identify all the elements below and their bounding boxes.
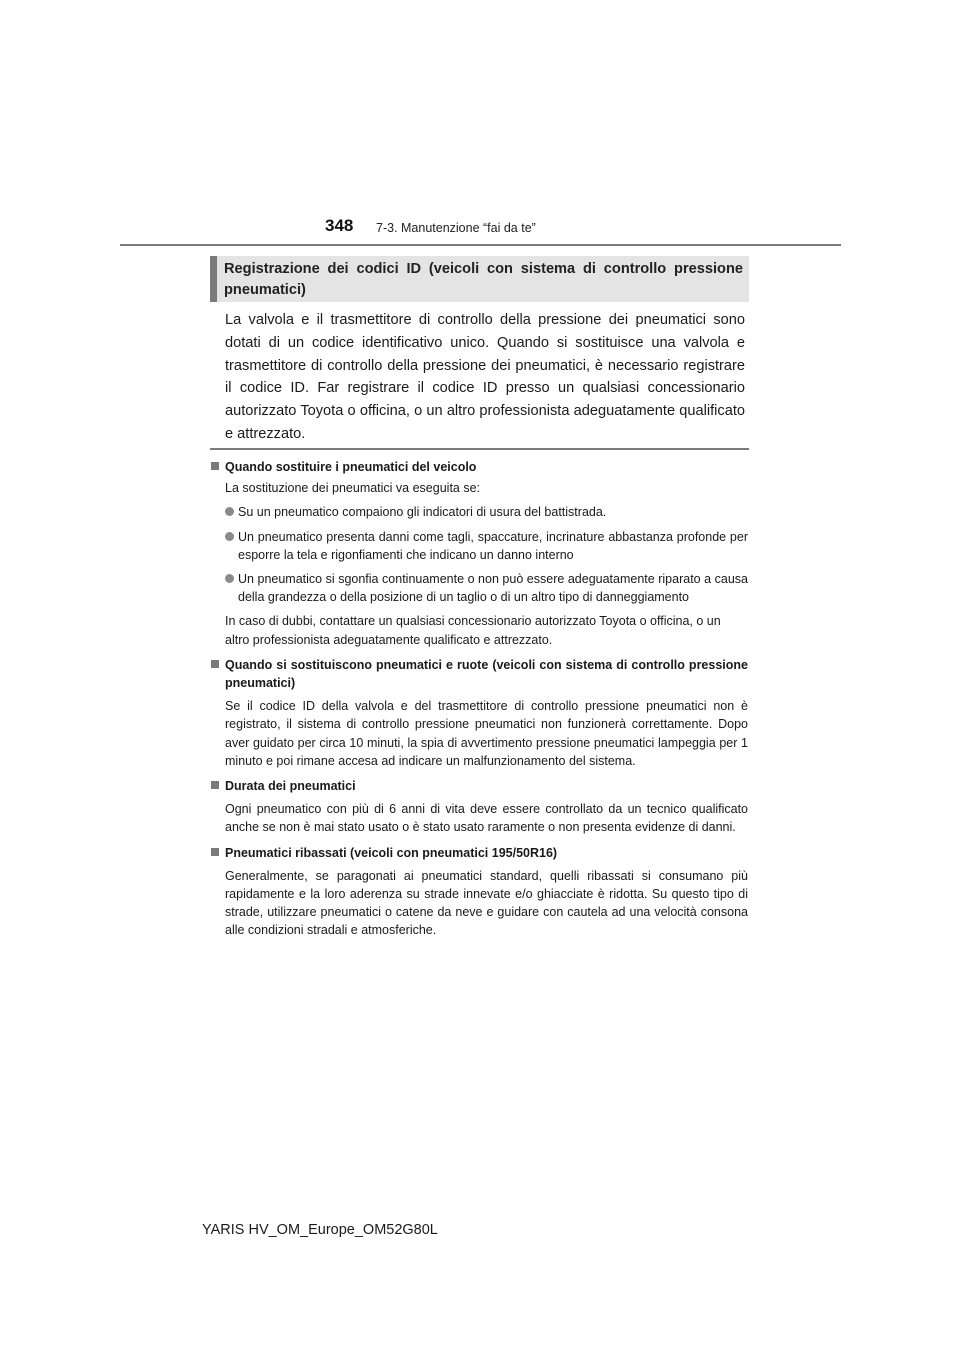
note-paragraph: Se il codice ID della valvola e del trasmettitore di controllo pressione pneumatici non è registrato, il sistema di controllo pressione pneumatici non funzionerà correttamente. Dopo aver guidato per circa 10 minuti, la spia di avvertimento pressione pneumatici lampeggia per 1 minuto e poi rimane accesa ad indicare un malfunzionamento del sistema. [225, 699, 748, 768]
note-heading-low-profile [211, 844, 748, 862]
note-lead: La sostituzione dei pneumatici va eseguita se: [225, 481, 481, 496]
page-number: 348 [325, 216, 354, 235]
note-heading-wheels [211, 656, 748, 692]
list-item-text: Su un pneumatico compaiono gli indicatori di usura del battistrada. [238, 505, 607, 520]
square-bullet-icon [211, 848, 219, 856]
list-item [211, 503, 748, 521]
list-item-text: Un pneumatico si sgonfia continuamente o non può essere adeguatamente riparato a causa della grandezza o della posizione di un taglio o di un altro tipo di danneggiamento [238, 572, 748, 605]
footer-doc-id: YARIS HV_OM_Europe_OM52G80L [202, 1222, 438, 1238]
note-tail: In caso di dubbi, contattare un qualsiasi concessionario autorizzato Toyota o officina, o un altro professionista adeguatamente qualificato e attrezzato. [225, 614, 721, 647]
list-item [211, 570, 748, 606]
intro-title: Registrazione dei codici ID (veicoli con sistema di controllo pressione pneumatici) [224, 261, 743, 298]
note-heading-text: Pneumatici ribassati (veicoli con pneumatici 195/50R16) [225, 845, 558, 860]
square-bullet-icon [211, 781, 219, 789]
intro-bottom-divider [210, 448, 749, 450]
square-bullet-icon [211, 660, 219, 668]
list-item-text: Un pneumatico presenta danni come tagli, spaccature, incrinature abbastanza profonde per esporre la tela e rigonfiamenti che indicano un danno interno [238, 529, 748, 562]
note-heading-life [211, 777, 748, 795]
note-heading-text: Quando sostituire i pneumatici del veicolo [225, 460, 477, 474]
note-paragraph: Generalmente, se paragonati ai pneumatici standard, quelli ribassati si consumano più rapidamente e la loro aderenza su strade innevate e/o ghiacciate è ridotta. Su questo tipo di strade, utilizzare pneumatici o catene da neve e guidare con cautela ad una velocità consona alle condizioni stradali e atmosferiche. [225, 868, 748, 938]
notes-section [211, 458, 748, 940]
note-heading-replace [211, 458, 748, 476]
header-divider [120, 244, 841, 246]
round-bullet-icon [225, 574, 234, 583]
round-bullet-icon [225, 532, 234, 541]
intro-paragraph: La valvola e il trasmettitore di controllo della pressione dei pneumatici sono dotati di un codice identificativo unico. Quando si sostituisce una valvola e trasmettitore di controllo della pressione dei pneumatici, è necessario registrare il codice ID. Far registrare il codice ID presso un qualsiasi concessionario autorizzato Toyota o officina, o un altro professionista adeguatamente qualificato e attrezzato. [225, 312, 745, 442]
round-bullet-icon [225, 507, 234, 516]
section-title: 7-3. Manutenzione “fai da te” [376, 221, 536, 235]
note-heading-text: Quando si sostituiscono pneumatici e ruote (veicoli con sistema di controllo pressione pneumatici) [225, 657, 748, 691]
note-paragraph: Ogni pneumatico con più di 6 anni di vita deve essere controllato da un tecnico qualificato anche se non è mai stato usato o è stato usato raramente o non presenta evidenze di danni. [225, 802, 748, 835]
square-bullet-icon [211, 462, 219, 470]
note-heading-text: Durata dei pneumatici [225, 779, 356, 794]
list-item [211, 528, 748, 564]
